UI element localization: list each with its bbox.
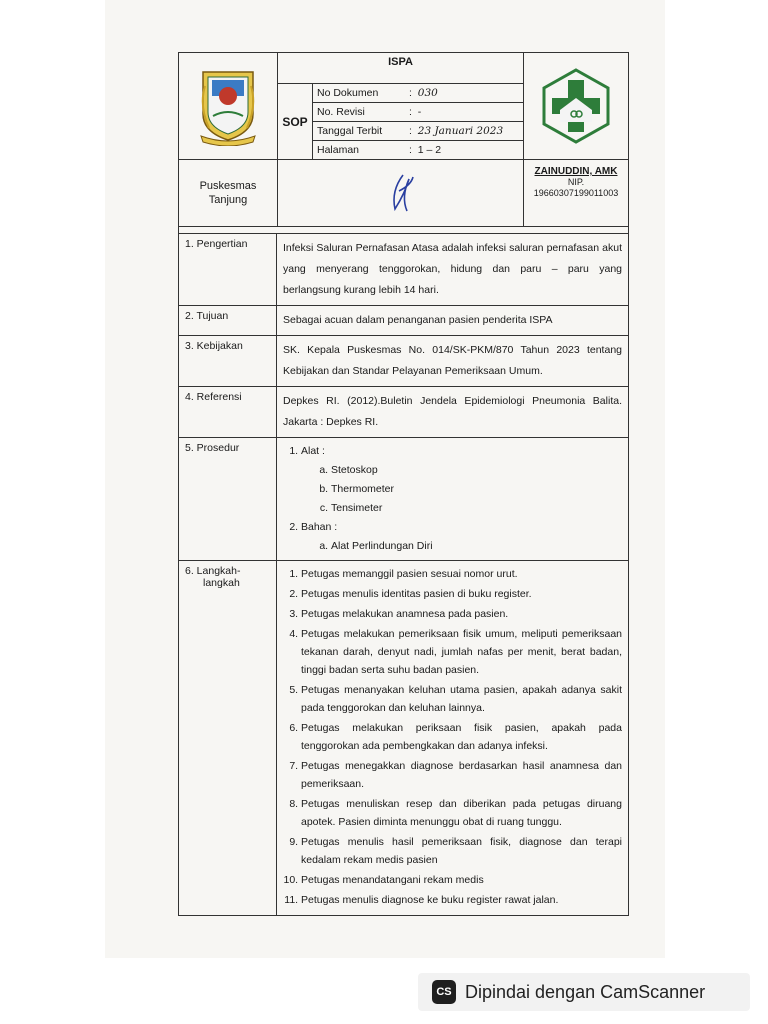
meta-value: 030: [417, 87, 438, 99]
bahan-label: Bahan :: [301, 521, 338, 533]
meta-label: No. Revisi: [317, 106, 365, 118]
list-item: 2. Petugas menulis identitas pasien di buku register.: [301, 585, 622, 603]
meta-label: Halaman: [317, 144, 360, 156]
puskesmas-logo: [523, 53, 628, 159]
list-item: [301, 518, 622, 556]
header-row: [179, 53, 628, 160]
unit-line: Puskesmas: [199, 180, 257, 192]
section-text: Infeksi Saluran Pernafasan Atasa adalah infeksi saluran pernafasan akut yang menyerang tenggorokan, hidung dan paru – paru yang berlangsung kurang lebih 14 hari.: [283, 242, 622, 296]
meta-value: 23 Januari 2023: [417, 125, 504, 137]
section-text: Depkes RI. (2012).Buletin Jendela Epidemiologi Pneumonia Balita. Jakarta : Depkes RI.: [283, 395, 622, 428]
nip-label: NIP.: [567, 177, 585, 187]
bahan-list: [301, 537, 622, 556]
meta-value: 1 – 2: [417, 144, 442, 156]
meta-row: [313, 84, 523, 103]
regency-logo: [179, 53, 278, 159]
list-item: c. Tensimeter: [331, 499, 622, 518]
section-content: [277, 438, 628, 560]
list-item: 3. Petugas melakukan anamnesa pada pasien.: [301, 605, 622, 623]
alat-list: [301, 461, 622, 518]
signature-row: [179, 160, 628, 227]
section-label: 1. Pengertian: [179, 234, 277, 305]
meta-value: -: [417, 106, 422, 118]
meta-label: Tanggal Terbit: [317, 125, 383, 137]
section-referensi: [179, 387, 628, 438]
list-item: 8. Petugas menuliskan resep dan diberikan pada petugas diruang apotek. Pasien diminta menunggu obat di ruang tunggu.: [301, 795, 622, 831]
section-content: [277, 561, 628, 915]
list-item: a. Stetoskop: [331, 461, 622, 480]
divider: [179, 227, 628, 234]
camscanner-watermark: [418, 973, 750, 1011]
section-label: [179, 561, 277, 915]
meta-colon: :: [409, 144, 418, 156]
document-title: ISPA: [278, 53, 523, 84]
section-label: 3. Kebijakan: [179, 336, 277, 386]
list-item: [301, 442, 622, 518]
unit-line: Tanjung: [208, 194, 248, 206]
camscanner-icon: CS: [432, 980, 456, 1004]
meta-colon: :: [409, 87, 418, 99]
meta-colon: :: [409, 106, 418, 118]
list-item: 5. Petugas menanyakan keluhan utama pasien, apakah adanya sakit pada tenggorokan dan keluhan lainnya.: [301, 681, 622, 717]
sop-document: [178, 52, 629, 916]
signature-scribble: [381, 171, 421, 215]
section-label: 2. Tujuan: [179, 306, 277, 335]
nip-number: 19660307199011003: [533, 188, 619, 198]
prosedur-list: [283, 442, 622, 556]
section-label: 5. Prosedur: [179, 438, 277, 560]
signatory-name: ZAINUDDIN, AMK: [534, 166, 618, 177]
list-item: 9. Petugas menulis hasil pemeriksaan fisik, diagnose dan terapi kedalam rekam medis pasien: [301, 833, 622, 869]
section-label: 4. Referensi: [179, 387, 277, 437]
camscanner-text: Dipindai dengan CamScanner: [465, 981, 706, 1002]
meta-row: [313, 141, 523, 159]
list-item: 1. Petugas memanggil pasien sesuai nomor urut.: [301, 565, 622, 583]
meta-row: [313, 122, 523, 141]
section-label-line: 6. Langkah-: [185, 565, 241, 577]
header-center: [278, 53, 523, 159]
list-item: a. Alat Perlindungan Diri: [331, 537, 622, 556]
sop-meta: [313, 84, 523, 159]
signature-area: [278, 160, 523, 226]
alat-label: Alat :: [301, 445, 325, 457]
list-item: 11. Petugas menulis diagnose ke buku register rawat jalan.: [301, 891, 622, 909]
list-item: 7. Petugas menegakkan diagnose berdasarkan hasil anamnesa dan pemeriksaan.: [301, 757, 622, 793]
section-pengertian: [179, 234, 628, 306]
list-item: 10. Petugas menandatangani rekam medis: [301, 871, 622, 889]
sop-block: [278, 84, 523, 159]
list-item: 4. Petugas melakukan pemeriksaan fisik umum, meliputi pemeriksaan tekanan darah, denyut nadi, jumlah nafas per menit, berat badan, tinggi badan serta suhu badan pasien.: [301, 625, 622, 679]
section-prosedur: [179, 438, 628, 561]
sop-label: SOP: [278, 84, 313, 159]
section-langkah: [179, 561, 628, 915]
section-text: SK. Kepala Puskesmas No. 014/SK-PKM/870 Tahun 2023 tentang Kebijakan dan Standar Pelayanan Pemeriksaan Umum.: [283, 344, 622, 377]
meta-label: No Dokumen: [317, 87, 379, 99]
list-item: b. Thermometer: [331, 480, 622, 499]
section-label-line: langkah: [203, 577, 240, 589]
meta-row: [313, 103, 523, 122]
meta-colon: :: [409, 125, 418, 137]
section-text: Sebagai acuan dalam penanganan pasien penderita ISPA: [283, 314, 553, 326]
list-item: 6. Petugas melakukan periksaan fisik pasien, apakah pada tenggorokan ada pembengkakan dan adanya infeksi.: [301, 719, 622, 755]
section-tujuan: [179, 306, 628, 336]
steps-list: [283, 565, 622, 909]
unit-name: [179, 160, 278, 226]
section-kebijakan: [179, 336, 628, 387]
signatory: [523, 160, 628, 226]
